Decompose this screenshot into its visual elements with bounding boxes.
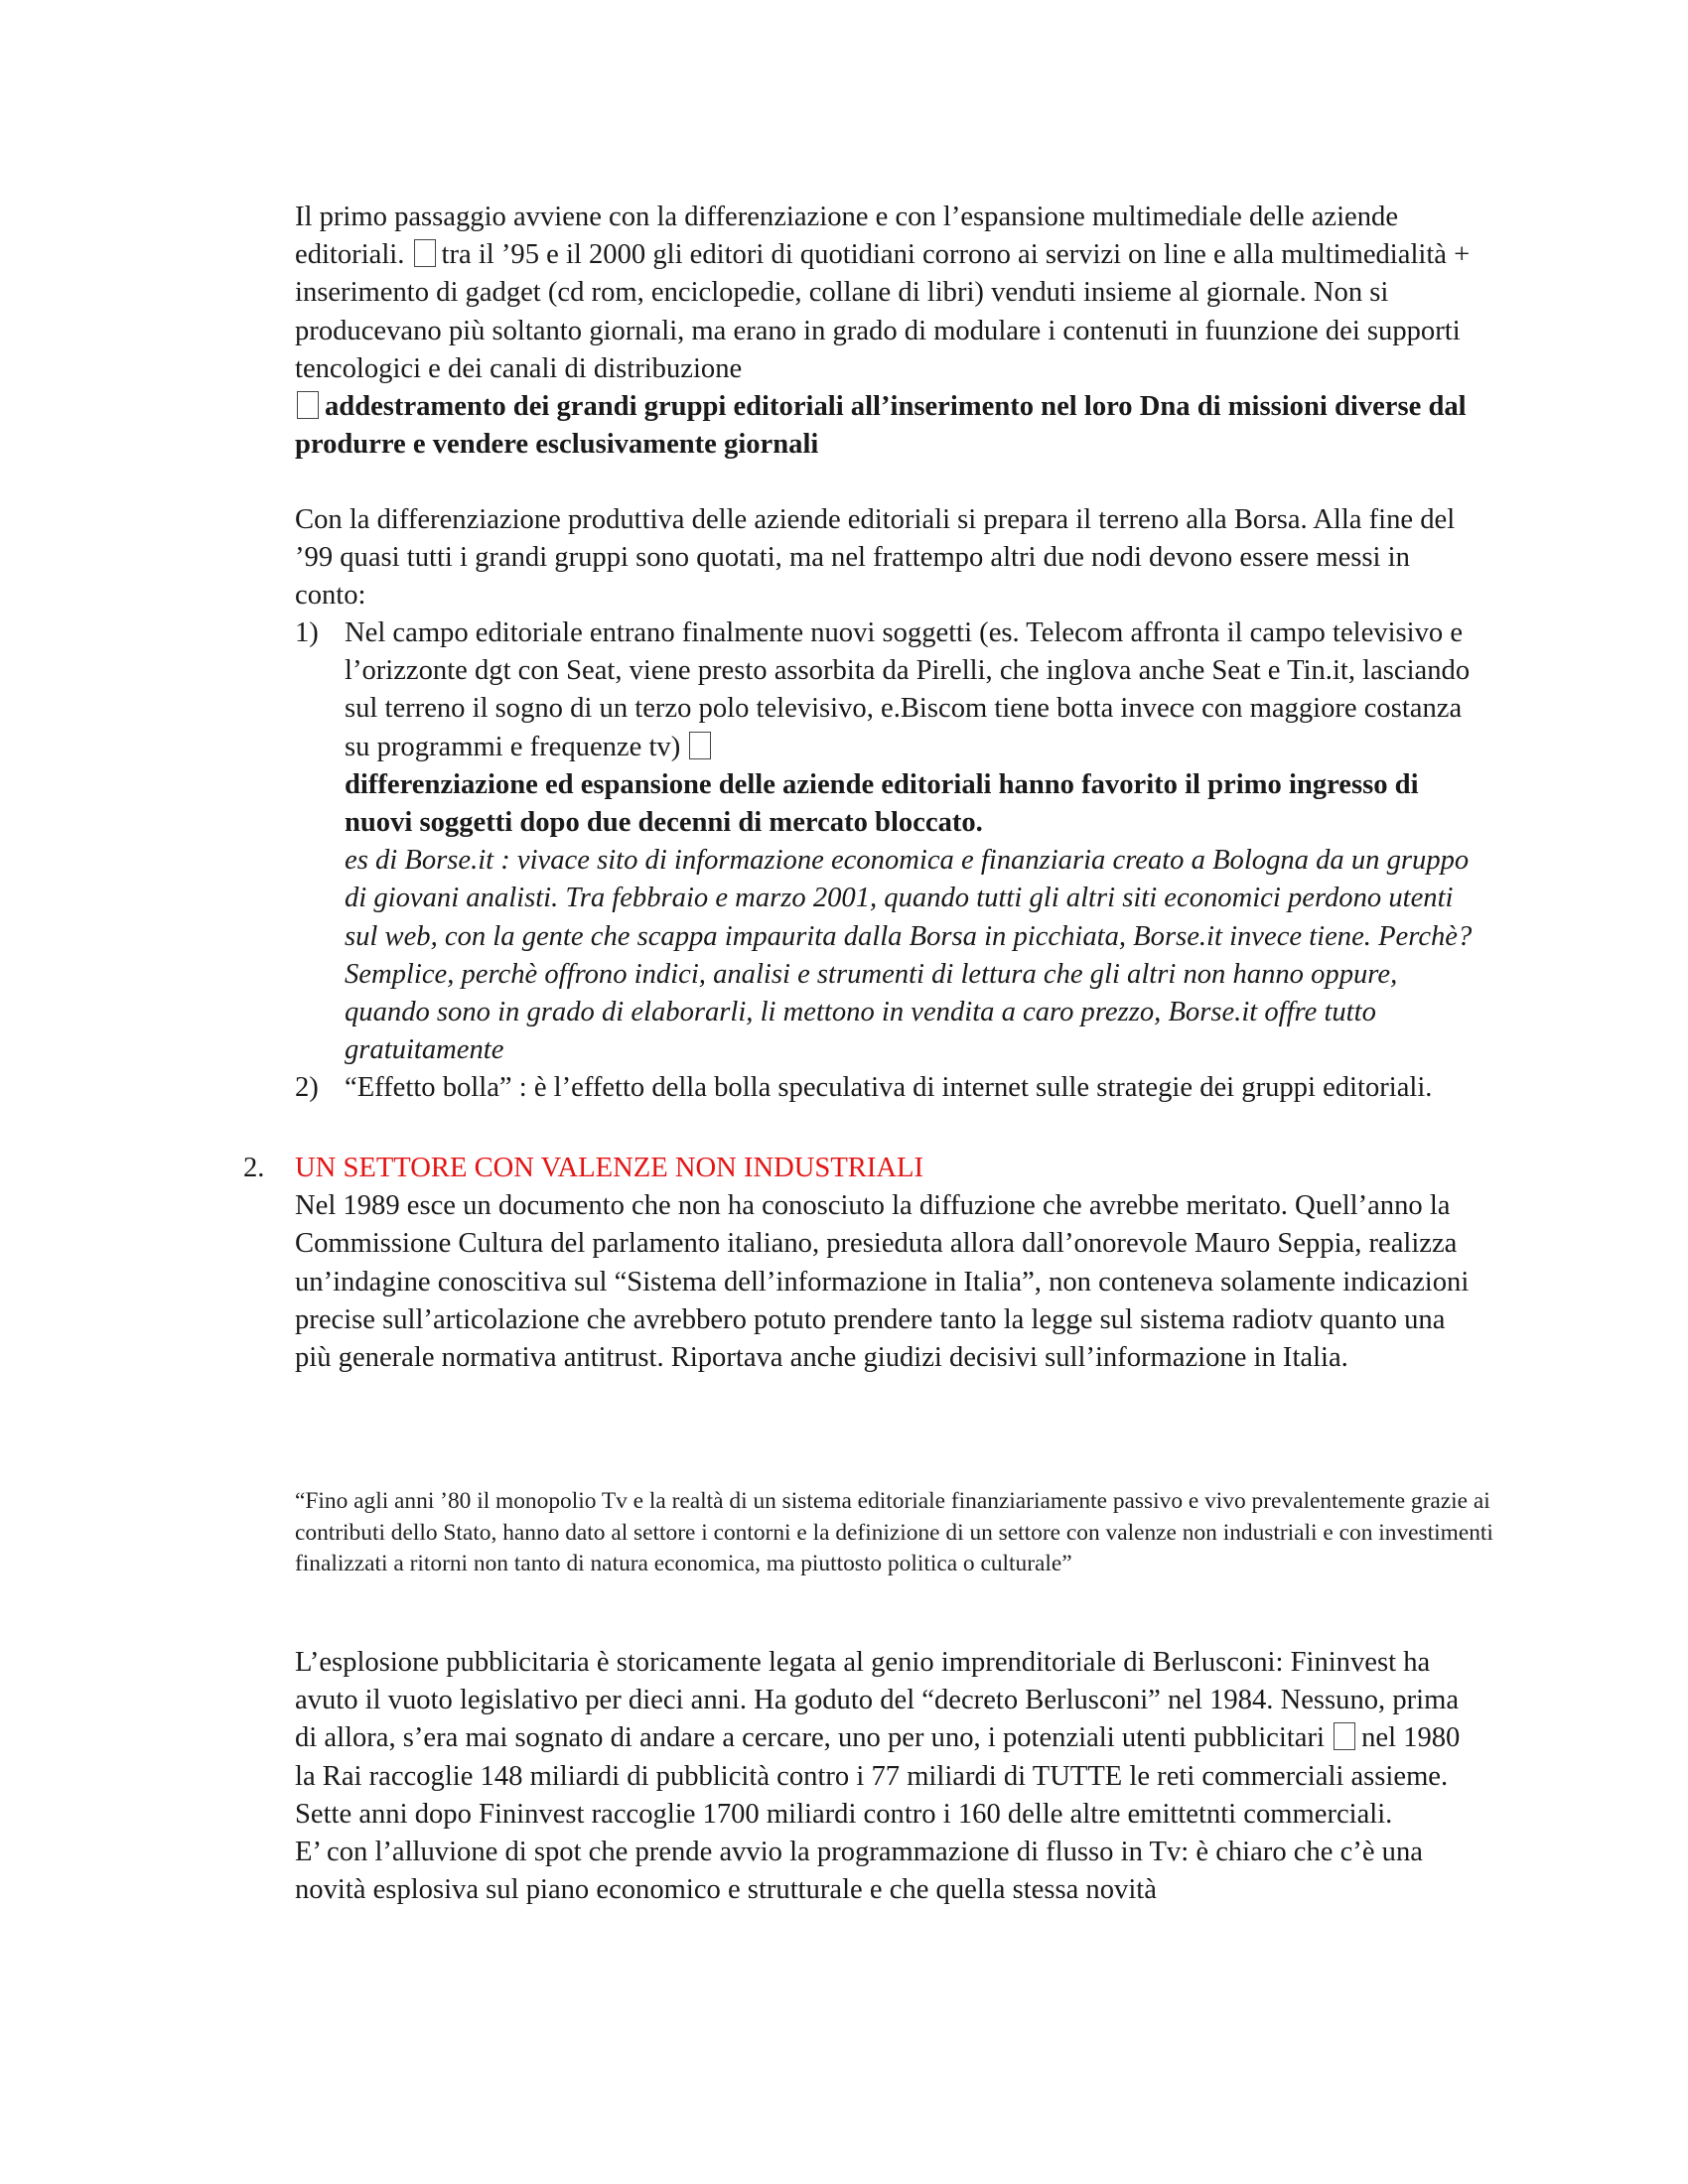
paragraph-multimedia-expansion xyxy=(295,199,1486,464)
paragraph-text: tra il ’95 e il 2000 gli editori di quotidiani corrono ai servizi on line e alla multimedialità + inserimento di gadget (cd rom, enciclopedie, collane di libri) venduti insieme al giornale. Non si producevano più soltanto giornali, ma erano in grado di modulare i contenuti in fuunzione dei supporti tencologici e dei canali di distribuzione xyxy=(295,239,1471,384)
paragraph-borsa: Con la differenziazione produttiva delle aziende editoriali si prepara il terreno alla Borsa. Alla fine del ’99 quasi tutti i grandi gruppi sono quotati, ma nel frattempo altri due nodi devono essere messi in conto: xyxy=(295,504,1456,612)
arrow-glyph-icon xyxy=(689,732,711,759)
section-number: 2. xyxy=(243,1153,265,1183)
list-item xyxy=(295,614,1486,1069)
list-item-text: “Effetto bolla” : è l’effetto della bolla speculativa di internet sulle strategie dei gruppi editoriali. xyxy=(345,1072,1433,1104)
list-number: 1) xyxy=(295,617,319,648)
section-body: Nel 1989 esce un documento che non ha conosciuto la diffuzione che avrebbe meritato. Quell’anno la Commissione Cultura del parlamento italiano, presieduta allora dall’onorevole Mauro Seppia, realizza un’indagine conoscitiva sul “Sistema dell’informazione in Italia”, non conteneva solamente indicazioni precise sull’articolazione che avrebbero potuto prendere tanto la legge sul sistema radiotv quanto una più generale normativa antitrust. Riportava anche giudizi decisivi sull’informazione in Italia. xyxy=(295,1190,1470,1374)
paragraph-advertising xyxy=(295,1644,1486,1909)
list-number: 2) xyxy=(295,1072,319,1104)
list-item-example: es di Borse.it : vivace sito di informazione economica e finanziaria creato a Bologna da un gruppo di giovani analisti. Tra febbraio e marzo 2001, quando tutti gli altri siti economici perdono utenti sul web, con la gente che scappa impaurita dalla Borsa in picchiata, Borse.it invece tiene. Perchè? Semplice, perchè offrono indici, analisi e strumenti di lettura che gli altri non hanno oppure, quando sono in grado di elaborarli, li mettono in vendita a caro prezzo, Borse.it offre tutto gratuitamente xyxy=(345,845,1473,1066)
arrow-glyph-icon xyxy=(414,239,436,267)
section-heading xyxy=(243,1150,1494,1187)
block-quote: “Fino agli anni ’80 il monopolio Tv e la realtà di un sistema editoriale finanziariamente passivo e vivo prevalentemente grazie ai contributi dello Stato, hanno dato al settore i contorni e la definizione di un settore con valenze non industriali e con investimenti finalizzati a ritorni non tanto di natura economica, ma piuttosto politica o culturale” xyxy=(295,1488,1493,1576)
bold-conclusion: addestramento dei grandi gruppi editoriali all’inserimento nel loro Dna di missioni diverse dal produrre e vendere esclusivamente giornali xyxy=(295,391,1467,461)
list-item-bold: differenziazione ed espansione delle aziende editoriali hanno favorito il primo ingresso di nuovi soggetti dopo due decenni di mercato bloccato. xyxy=(345,768,1419,839)
paragraph-text: L’esplosione pubblicitaria è storicamente legata al genio imprenditoriale di Berlusconi: Fininvest ha avuto il vuoto legislativo per dieci anni. Ha goduto del “decreto Berlusconi” nel 1984. Nessuno, prima di allora, s’era mai sognato di andare a cercare, uno per uno, i potenziali utenti pubblicitari xyxy=(295,1647,1460,1754)
paragraph-text: nel 1980 la Rai raccoglie 148 miliardi di pubblicità contro i 77 miliardi di TUTTE le reti commerciali assieme. Sette anni dopo Fininvest raccoglie 1700 miliardi contro i 160 delle altre emittetnti commerciali. xyxy=(295,1722,1461,1830)
arrow-glyph-icon xyxy=(297,391,319,419)
list-item-body xyxy=(345,614,1486,1069)
paragraph-text: Il primo passaggio avviene con la differenziazione e con l’espansione multimediale delle aziende editoriali. xyxy=(295,202,1399,271)
list-item xyxy=(295,1069,1486,1107)
numbered-list xyxy=(295,614,1486,1108)
arrow-glyph-icon xyxy=(1334,1722,1355,1750)
section-non-industrial xyxy=(243,1150,1494,1377)
list-item-text: Nel campo editoriale entrano finalmente nuovi soggetti (es. Telecom affronta il campo televisivo e l’orizzonte dgt con Seat, viene presto assorbita da Pirelli, che inglova anche Seat e Tin.it, lasciando sul terreno il sogno di un terzo polo televisivo, e.Biscom tiene botta invece con maggiore costanza su programmi e frequenze tv) xyxy=(345,617,1471,762)
paragraph-text: E’ con l’alluvione di spot che prende avvio la programmazione di flusso in Tv: è chiaro che c’è una novità esplosiva sul piano economico e strutturale e che quella stessa novità xyxy=(295,1837,1423,1906)
section-title: UN SETTORE CON VALENZE NON INDUSTRIALI xyxy=(295,1153,924,1183)
